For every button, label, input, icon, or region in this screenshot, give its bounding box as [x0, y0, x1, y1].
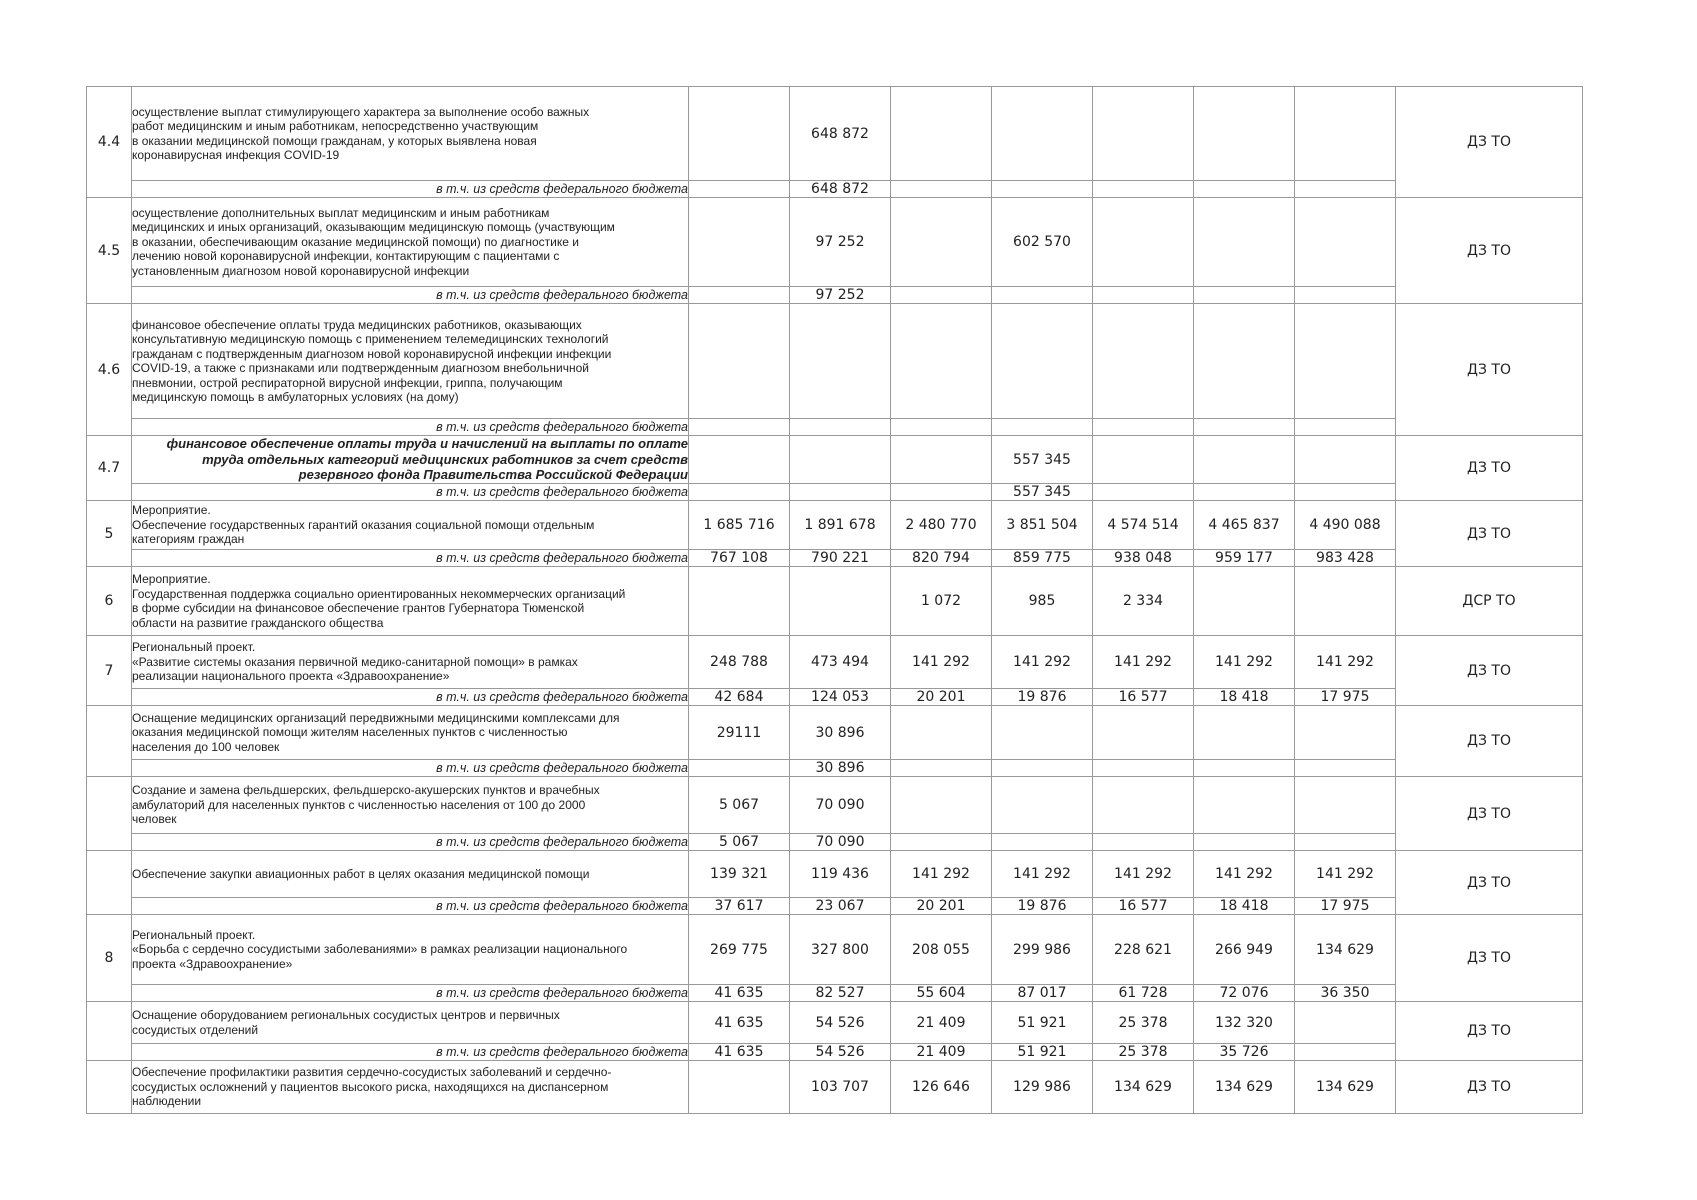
value-cell: 2 480 770: [891, 501, 992, 550]
value-cell: [1093, 87, 1194, 181]
value-cell: 29111: [689, 706, 790, 760]
federal-value-cell: [992, 760, 1093, 777]
federal-value-cell: 42 684: [689, 689, 790, 706]
description-line: Региональный проект.: [132, 640, 256, 655]
value-cell: 119 436: [790, 851, 891, 898]
description-line: сосудистых отделений: [132, 1022, 259, 1037]
value-cell: 1 685 716: [689, 501, 790, 550]
responsible-cell: ДЗ ТО: [1396, 304, 1583, 436]
federal-value-cell: 16 577: [1093, 689, 1194, 706]
value-cell: 557 345: [992, 436, 1093, 484]
federal-value-cell: 5 067: [689, 834, 790, 851]
federal-value-cell: [1194, 760, 1295, 777]
value-cell: 97 252: [790, 198, 891, 287]
value-cell: 208 055: [891, 915, 992, 985]
table-row: [87, 567, 1583, 636]
value-cell: 141 292: [992, 851, 1093, 898]
value-cell: [891, 87, 992, 181]
value-cell: [1295, 706, 1396, 760]
federal-value-cell: 55 604: [891, 985, 992, 1002]
value-cell: [992, 777, 1093, 834]
federal-value-cell: 19 876: [992, 689, 1093, 706]
value-cell: [1194, 304, 1295, 419]
federal-value-cell: [689, 419, 790, 436]
value-cell: 266 949: [1194, 915, 1295, 985]
responsible-cell: ДЗ ТО: [1396, 87, 1583, 198]
description-line: консультативную медицинскую помощь с применением телемедицинских технологий: [132, 332, 609, 346]
value-cell: [1194, 436, 1295, 484]
responsible-cell: ДЗ ТО: [1396, 501, 1583, 567]
value-cell: [689, 87, 790, 181]
value-cell: 327 800: [790, 915, 891, 985]
federal-value-cell: [1093, 760, 1194, 777]
federal-budget-label: в т.ч. из средств федерального бюджета: [132, 689, 689, 706]
description-line: Региональный проект.: [132, 927, 256, 942]
description-line: «Развитие системы оказания первичной медико-санитарной помощи» в рамках: [132, 654, 578, 669]
value-cell: 1 891 678: [790, 501, 891, 550]
description-line: медицинскую помощь в амбулаторных условиях (на дому): [132, 390, 459, 404]
table-row: [87, 198, 1583, 287]
federal-value-cell: [1295, 419, 1396, 436]
table-row: [87, 1061, 1583, 1114]
value-cell: [1295, 87, 1396, 181]
value-cell: 70 090: [790, 777, 891, 834]
table-row: [87, 851, 1583, 898]
federal-budget-label: в т.ч. из средств федерального бюджета: [132, 1044, 689, 1061]
value-cell: [1295, 777, 1396, 834]
description-line: гражданам с подтвержденным диагнозом новой коронавирусной инфекции инфекции: [132, 346, 612, 361]
federal-value-cell: 938 048: [1093, 550, 1194, 567]
description-line: в оказании медицинской помощи гражданам, у которых выявлена новая: [132, 133, 537, 148]
value-cell: 30 896: [790, 706, 891, 760]
federal-value-cell: 41 635: [689, 985, 790, 1002]
value-cell: [992, 706, 1093, 760]
federal-value-cell: [1093, 419, 1194, 436]
value-cell: [992, 304, 1093, 419]
row-description: [132, 706, 689, 760]
federal-value-cell: 25 378: [1093, 1044, 1194, 1061]
responsible-cell: ДЗ ТО: [1396, 777, 1583, 851]
value-cell: 41 635: [689, 1002, 790, 1044]
value-cell: 5 067: [689, 777, 790, 834]
row-description: [132, 636, 689, 689]
federal-value-cell: [891, 287, 992, 304]
value-cell: 269 775: [689, 915, 790, 985]
federal-value-cell: [790, 419, 891, 436]
description-line: амбулаторий для населенных пунктов с численностью населения от 100 до 2000: [132, 797, 586, 812]
table-row: [87, 915, 1583, 985]
federal-budget-row: [87, 689, 1583, 706]
value-cell: 228 621: [1093, 915, 1194, 985]
responsible-cell: ДЗ ТО: [1396, 198, 1583, 304]
description-line: Мероприятие.: [132, 503, 211, 518]
row-number: 5: [87, 501, 132, 567]
value-cell: [689, 304, 790, 419]
value-cell: 139 321: [689, 851, 790, 898]
description-line: проекта «Здравоохранение»: [132, 956, 293, 971]
federal-value-cell: 20 201: [891, 898, 992, 915]
federal-budget-row: [87, 181, 1583, 198]
row-number: 4.4: [87, 87, 132, 198]
value-cell: 129 986: [992, 1061, 1093, 1114]
row-description: [132, 915, 689, 985]
federal-budget-row: [87, 760, 1583, 777]
federal-budget-row: [87, 1044, 1583, 1061]
value-cell: [790, 567, 891, 636]
description-line: сосудистых осложнений у пациентов высокого риска, находящихся на диспансерном: [132, 1079, 609, 1094]
description-line: COVID-19, а также с признаками или подтвержденным диагнозом внебольничной: [132, 361, 589, 375]
value-cell: [689, 1061, 790, 1114]
value-cell: 51 921: [992, 1002, 1093, 1044]
responsible-cell: ДЗ ТО: [1396, 436, 1583, 501]
federal-value-cell: 30 896: [790, 760, 891, 777]
value-cell: [1194, 567, 1295, 636]
description-line: Обеспечение профилактики развития сердечно-сосудистых заболеваний и сердечно-: [132, 1065, 612, 1080]
federal-value-cell: 21 409: [891, 1044, 992, 1061]
federal-value-cell: 17 975: [1295, 689, 1396, 706]
row-description: [132, 198, 689, 287]
table-row: [87, 87, 1583, 181]
federal-value-cell: 72 076: [1194, 985, 1295, 1002]
row-description: [132, 87, 689, 181]
value-cell: [1295, 1002, 1396, 1044]
row-number: [87, 777, 132, 851]
federal-value-cell: 16 577: [1093, 898, 1194, 915]
federal-budget-label: в т.ч. из средств федерального бюджета: [132, 287, 689, 304]
description-line: пневмонии, острой респираторной вирусной инфекции, гриппа, получающим: [132, 375, 563, 390]
row-description: [132, 1002, 689, 1044]
description-line: в форме субсидии на финансовое обеспечение грантов Губернатора Тюменской: [132, 601, 585, 615]
value-cell: 602 570: [992, 198, 1093, 287]
value-cell: [1093, 777, 1194, 834]
federal-value-cell: 124 053: [790, 689, 891, 706]
value-cell: 25 378: [1093, 1002, 1194, 1044]
federal-value-cell: [1194, 181, 1295, 198]
description-line: Государственная поддержка социально ориентированных некоммерческих организаций: [132, 586, 626, 601]
federal-value-cell: [1194, 287, 1295, 304]
row-number: 4.5: [87, 198, 132, 304]
description-line: населения до 100 человек: [132, 739, 280, 754]
table-row: [87, 436, 1583, 484]
value-cell: 141 292: [1194, 851, 1295, 898]
value-cell: 103 707: [790, 1061, 891, 1114]
federal-value-cell: 87 017: [992, 985, 1093, 1002]
federal-value-cell: [1194, 419, 1295, 436]
federal-value-cell: [1295, 834, 1396, 851]
federal-value-cell: [790, 484, 891, 501]
federal-budget-row: [87, 484, 1583, 501]
description-line: реализации национального проекта «Здравоохранение»: [132, 669, 450, 684]
description-line: оказания медицинской помощи жителям населенных пунктов с численностью: [132, 725, 568, 740]
federal-value-cell: 18 418: [1194, 898, 1295, 915]
description-line: Обеспечение государственных гарантий оказания социальной помощи отдельным: [132, 517, 595, 532]
value-cell: [1194, 198, 1295, 287]
federal-budget-row: [87, 287, 1583, 304]
value-cell: 141 292: [992, 636, 1093, 689]
description-line: коронавирусная инфекция COVID-19: [132, 148, 340, 162]
federal-value-cell: [891, 484, 992, 501]
federal-value-cell: [1093, 484, 1194, 501]
row-number: 4.7: [87, 436, 132, 501]
row-description: [132, 304, 689, 419]
description-line: установленным диагнозом новой коронавирусной инфекции: [132, 263, 470, 278]
federal-value-cell: 97 252: [790, 287, 891, 304]
description-line: Оснащение оборудованием региональных сосудистых центров и первичных: [132, 1008, 560, 1022]
value-cell: 126 646: [891, 1061, 992, 1114]
federal-value-cell: 959 177: [1194, 550, 1295, 567]
row-number: [87, 851, 132, 915]
value-cell: [790, 304, 891, 419]
budget-table: [86, 86, 1583, 1114]
federal-value-cell: [689, 181, 790, 198]
federal-value-cell: [1093, 834, 1194, 851]
value-cell: 985: [992, 567, 1093, 636]
value-cell: 4 574 514: [1093, 501, 1194, 550]
federal-value-cell: 51 921: [992, 1044, 1093, 1061]
federal-value-cell: 23 067: [790, 898, 891, 915]
federal-value-cell: 790 221: [790, 550, 891, 567]
value-cell: 4 465 837: [1194, 501, 1295, 550]
federal-value-cell: 70 090: [790, 834, 891, 851]
value-cell: [891, 706, 992, 760]
value-cell: [689, 198, 790, 287]
value-cell: [891, 198, 992, 287]
value-cell: [891, 436, 992, 484]
federal-value-cell: 820 794: [891, 550, 992, 567]
description-line: области на развитие гражданского общества: [132, 615, 384, 630]
description-line: человек: [132, 812, 177, 827]
value-cell: 141 292: [1093, 636, 1194, 689]
row-number: [87, 1002, 132, 1061]
federal-value-cell: [689, 760, 790, 777]
federal-budget-label: в т.ч. из средств федерального бюджета: [132, 834, 689, 851]
value-cell: [1295, 198, 1396, 287]
value-cell: 134 629: [1194, 1061, 1295, 1114]
row-description: [132, 567, 689, 636]
value-cell: 141 292: [1295, 851, 1396, 898]
federal-value-cell: [891, 181, 992, 198]
table-row: [87, 636, 1583, 689]
federal-budget-label: в т.ч. из средств федерального бюджета: [132, 898, 689, 915]
federal-value-cell: [1093, 287, 1194, 304]
federal-value-cell: [1295, 760, 1396, 777]
value-cell: [1194, 87, 1295, 181]
federal-budget-label: в т.ч. из средств федерального бюджета: [132, 484, 689, 501]
responsible-cell: ДЗ ТО: [1396, 851, 1583, 915]
value-cell: 473 494: [790, 636, 891, 689]
row-number: 8: [87, 915, 132, 1002]
description-line: финансовое обеспечение оплаты труда медицинских работников, оказывающих: [132, 317, 582, 332]
federal-budget-label: в т.ч. из средств федерального бюджета: [132, 419, 689, 436]
value-cell: [1194, 777, 1295, 834]
federal-budget-label: в т.ч. из средств федерального бюджета: [132, 985, 689, 1002]
description-line: лечению новой коронавирусной инфекции, контактирующим с пациентами с: [132, 249, 560, 264]
federal-value-cell: [891, 419, 992, 436]
responsible-cell: ДЗ ТО: [1396, 636, 1583, 706]
federal-value-cell: [1194, 834, 1295, 851]
value-cell: [1295, 304, 1396, 419]
federal-value-cell: 82 527: [790, 985, 891, 1002]
value-cell: 141 292: [1194, 636, 1295, 689]
table-row: [87, 304, 1583, 419]
federal-value-cell: [1295, 287, 1396, 304]
federal-budget-row: [87, 550, 1583, 567]
federal-value-cell: [992, 181, 1093, 198]
value-cell: [790, 436, 891, 484]
federal-value-cell: [1295, 484, 1396, 501]
value-cell: 132 320: [1194, 1002, 1295, 1044]
value-cell: 4 490 088: [1295, 501, 1396, 550]
federal-value-cell: [1295, 1044, 1396, 1061]
value-cell: 134 629: [1295, 1061, 1396, 1114]
value-cell: 2 334: [1093, 567, 1194, 636]
row-description: [132, 436, 689, 484]
row-description: [132, 777, 689, 834]
federal-value-cell: [891, 834, 992, 851]
federal-value-cell: 20 201: [891, 689, 992, 706]
value-cell: 299 986: [992, 915, 1093, 985]
responsible-cell: ДЗ ТО: [1396, 915, 1583, 1002]
description-line: труда отдельных категорий медицинских работников за счет средств: [202, 451, 688, 467]
row-number: [87, 706, 132, 777]
federal-value-cell: 54 526: [790, 1044, 891, 1061]
row-number: [87, 1061, 132, 1114]
value-cell: [1295, 567, 1396, 636]
federal-budget-row: [87, 898, 1583, 915]
description-line: Оснащение медицинских организаций передвижными медицинскими комплексами для: [132, 710, 620, 725]
table-row: [87, 777, 1583, 834]
value-cell: 141 292: [1093, 851, 1194, 898]
federal-value-cell: [689, 287, 790, 304]
value-cell: [689, 436, 790, 484]
description-line: Обеспечение закупки авиационных работ в целях оказания медицинской помощи: [132, 866, 590, 881]
federal-value-cell: [1194, 484, 1295, 501]
value-cell: 3 851 504: [992, 501, 1093, 550]
value-cell: 134 629: [1093, 1061, 1194, 1114]
federal-value-cell: [891, 760, 992, 777]
value-cell: [992, 87, 1093, 181]
table-row: [87, 501, 1583, 550]
value-cell: [689, 567, 790, 636]
responsible-cell: ДЗ ТО: [1396, 1061, 1583, 1114]
description-line: Создание и замена фельдшерских, фельдшерско-акушерских пунктов и врачебных: [132, 783, 600, 798]
responsible-cell: ДСР ТО: [1396, 567, 1583, 636]
federal-value-cell: 17 975: [1295, 898, 1396, 915]
responsible-cell: ДЗ ТО: [1396, 706, 1583, 777]
description-line: в оказании, обеспечивающим оказание медицинской помощи) по диагностике и: [132, 234, 579, 249]
table-row: [87, 706, 1583, 760]
federal-value-cell: [992, 834, 1093, 851]
value-cell: [1093, 436, 1194, 484]
value-cell: [1194, 706, 1295, 760]
federal-value-cell: [1093, 181, 1194, 198]
federal-value-cell: 36 350: [1295, 985, 1396, 1002]
federal-value-cell: [689, 484, 790, 501]
value-cell: 1 072: [891, 567, 992, 636]
value-cell: [1093, 198, 1194, 287]
responsible-cell: ДЗ ТО: [1396, 1002, 1583, 1061]
value-cell: 54 526: [790, 1002, 891, 1044]
description-line: медицинских и иных организаций, оказывающим медицинскую помощь (участвующим: [132, 220, 615, 235]
value-cell: [1093, 706, 1194, 760]
value-cell: [891, 304, 992, 419]
value-cell: 21 409: [891, 1002, 992, 1044]
value-cell: [1295, 436, 1396, 484]
description-line: наблюдении: [132, 1094, 202, 1109]
federal-budget-label: в т.ч. из средств федерального бюджета: [132, 181, 689, 198]
federal-value-cell: 557 345: [992, 484, 1093, 501]
row-number: 7: [87, 636, 132, 706]
federal-value-cell: 61 728: [1093, 985, 1194, 1002]
value-cell: 248 788: [689, 636, 790, 689]
federal-budget-row: [87, 834, 1583, 851]
federal-value-cell: 37 617: [689, 898, 790, 915]
federal-budget-row: [87, 985, 1583, 1002]
federal-value-cell: 18 418: [1194, 689, 1295, 706]
description-line: резервного фонда Правительства Российской Федерации: [298, 467, 688, 483]
value-cell: 134 629: [1295, 915, 1396, 985]
federal-budget-label: в т.ч. из средств федерального бюджета: [132, 550, 689, 567]
federal-value-cell: [992, 419, 1093, 436]
row-description: [132, 501, 689, 550]
federal-value-cell: 859 775: [992, 550, 1093, 567]
federal-value-cell: [1295, 181, 1396, 198]
value-cell: [1093, 304, 1194, 419]
value-cell: 648 872: [790, 87, 891, 181]
federal-value-cell: 41 635: [689, 1044, 790, 1061]
federal-value-cell: 19 876: [992, 898, 1093, 915]
federal-value-cell: 983 428: [1295, 550, 1396, 567]
row-description: [132, 851, 689, 898]
value-cell: [891, 777, 992, 834]
federal-budget-row: [87, 419, 1583, 436]
description-line: осуществление выплат стимулирующего характера за выполнение особо важных: [132, 104, 590, 119]
value-cell: 141 292: [1295, 636, 1396, 689]
description-line: финансовое обеспечение оплаты труда и начислений на выплаты по оплате: [166, 436, 688, 452]
value-cell: 141 292: [891, 636, 992, 689]
table-row: [87, 1002, 1583, 1044]
row-description: [132, 1061, 689, 1114]
value-cell: 141 292: [891, 851, 992, 898]
description-line: работ медицинским и иным работникам, непосредственно участвующим: [132, 119, 539, 133]
federal-value-cell: 648 872: [790, 181, 891, 198]
description-line: осуществление дополнительных выплат медицинским и иным работникам: [132, 205, 550, 220]
description-line: категориям граждан: [132, 532, 245, 547]
description-line: «Борьба с сердечно сосудистыми заболеваниями» в рамках реализации национального: [132, 942, 628, 957]
federal-budget-label: в т.ч. из средств федерального бюджета: [132, 760, 689, 777]
federal-value-cell: 35 726: [1194, 1044, 1295, 1061]
federal-value-cell: [992, 287, 1093, 304]
federal-value-cell: 767 108: [689, 550, 790, 567]
description-line: Мероприятие.: [132, 572, 211, 586]
row-number: 6: [87, 567, 132, 636]
row-number: 4.6: [87, 304, 132, 436]
